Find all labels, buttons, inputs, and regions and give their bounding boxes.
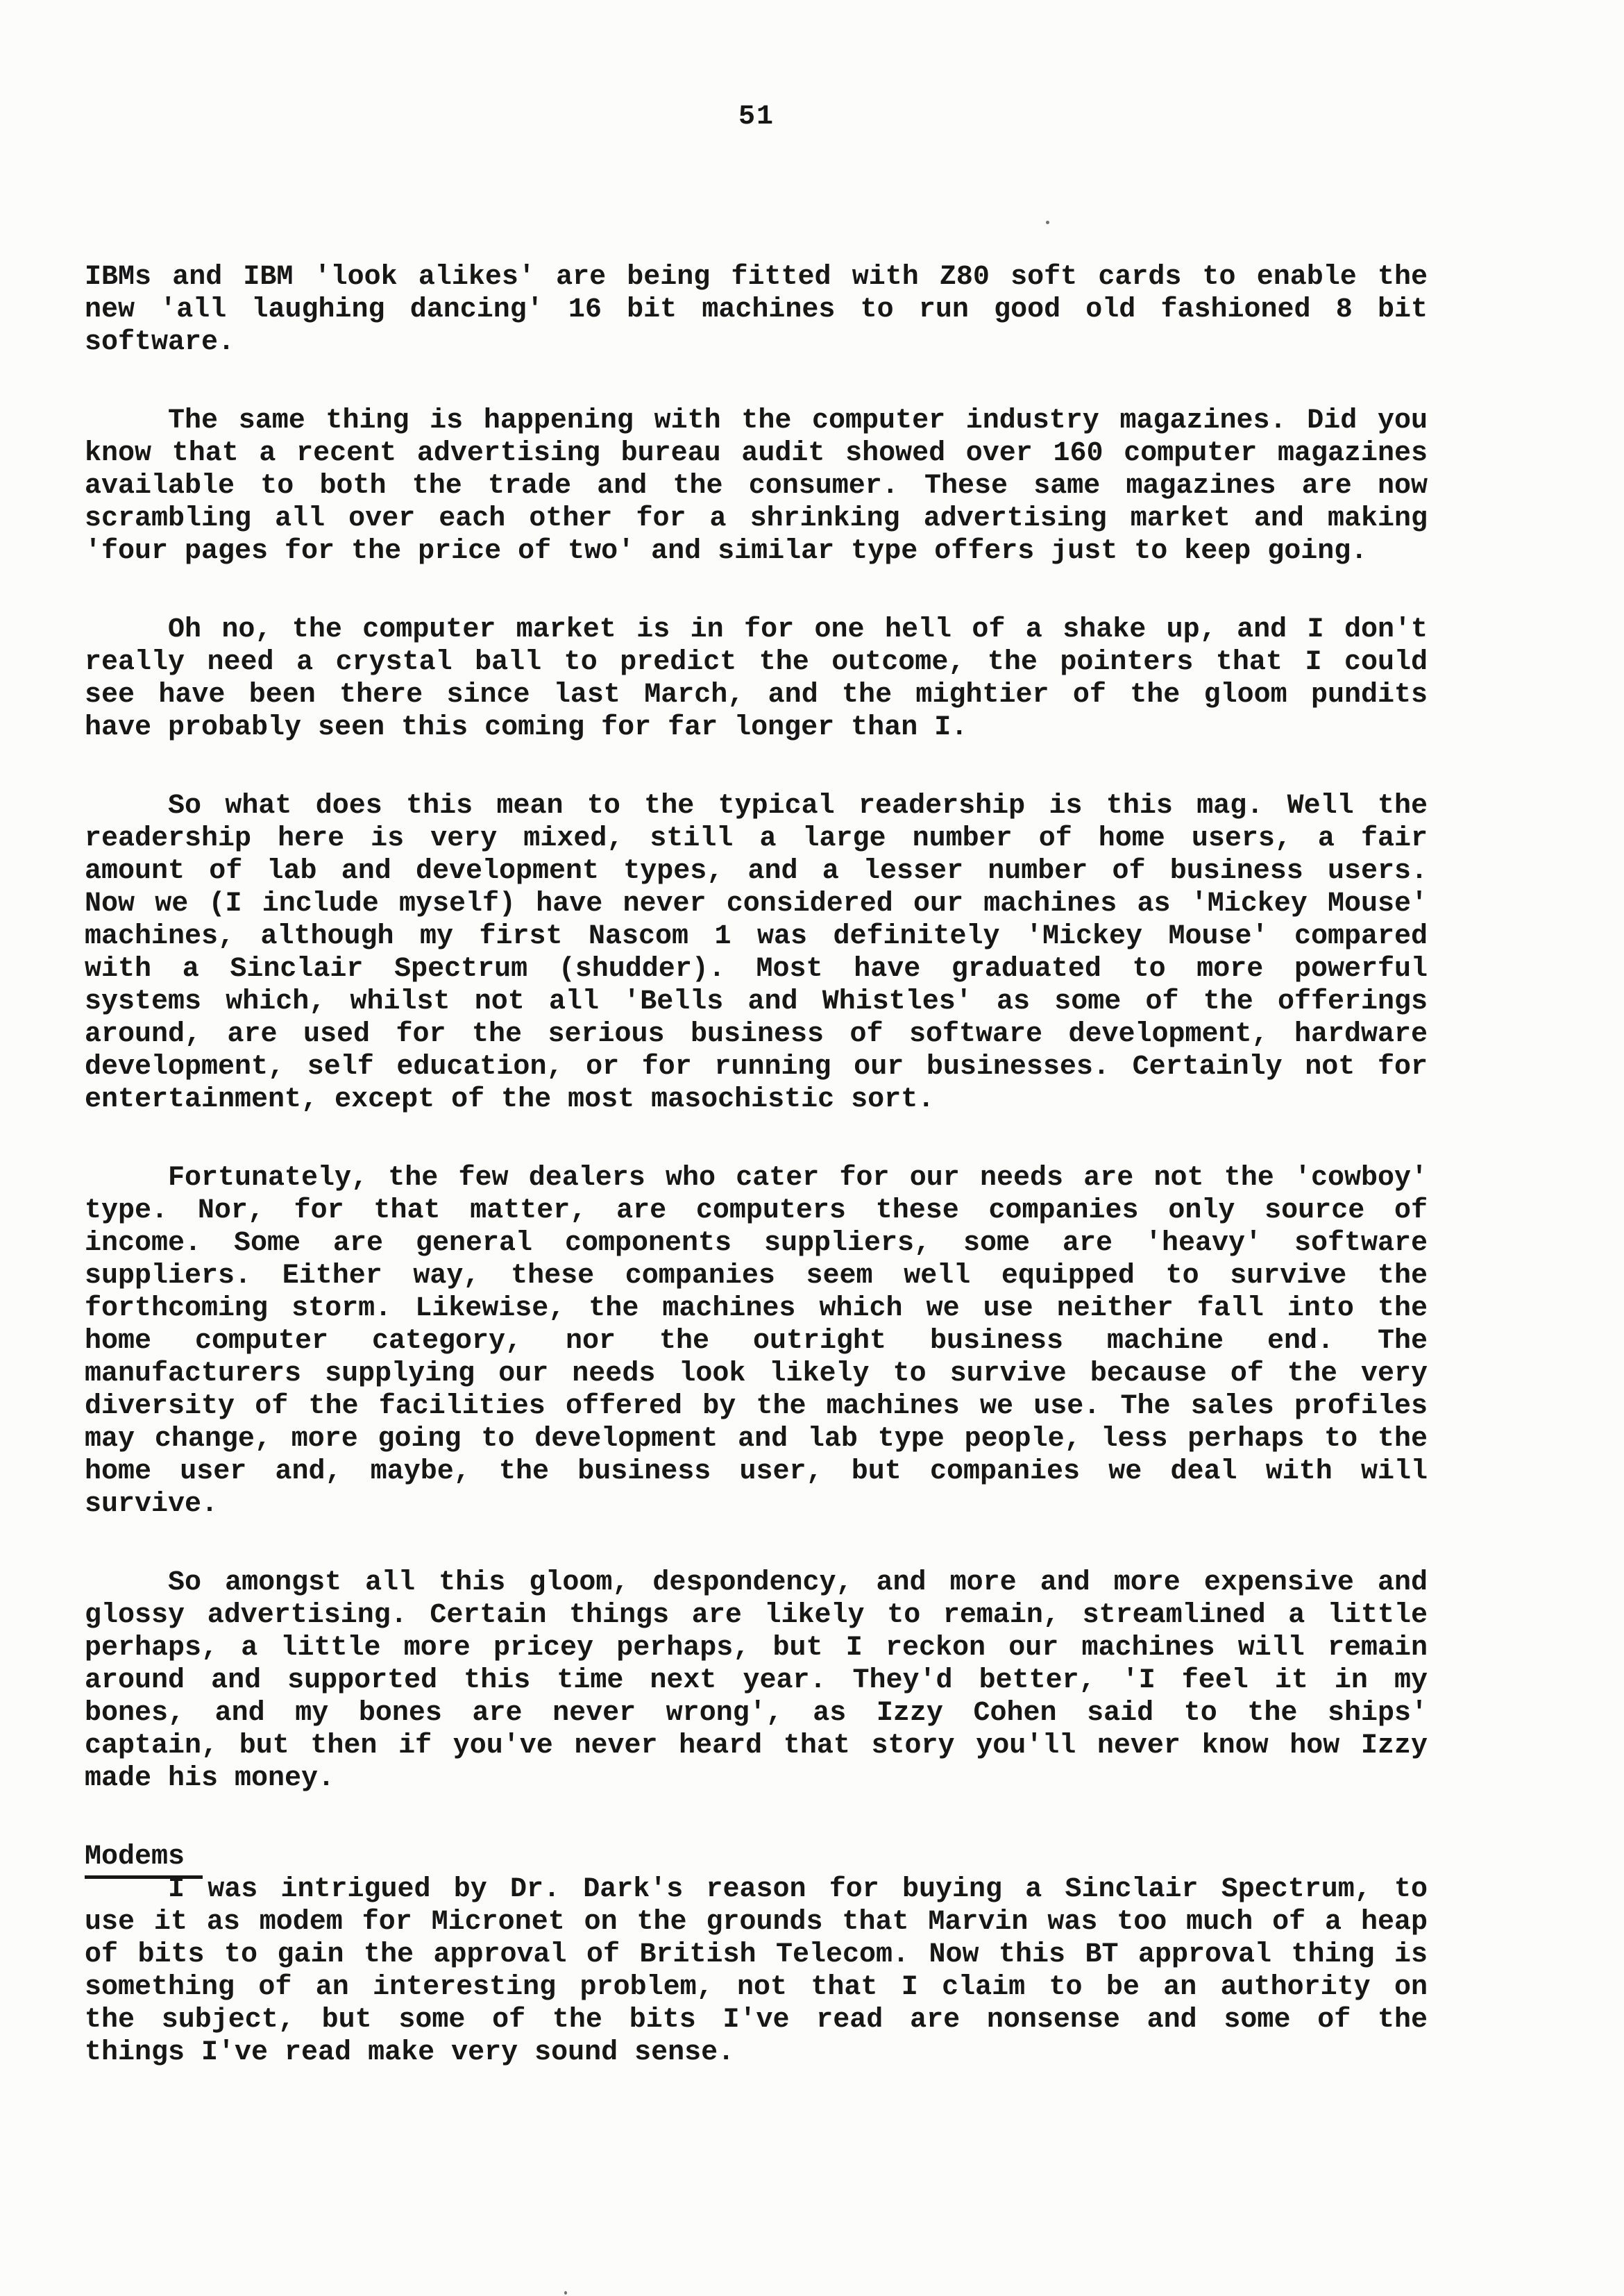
text-line: captain, but then if you've never heard that story you'll never know how Izzy	[85, 1730, 1428, 1762]
text-line: see have been there since last March, and the mightier of the gloom pundits	[85, 679, 1428, 711]
section-heading	[85, 1841, 1428, 1873]
text-line: things I've read make very sound sense.	[85, 2037, 735, 2068]
text-line: IBMs and IBM 'look alikes' are being fitted with Z80 soft cards to enable the	[85, 262, 1428, 293]
text-line: use it as modem for Micronet on the grounds that Marvin was too much of a heap	[85, 1907, 1428, 1938]
text-line: perhaps, a little more pricey perhaps, but I reckon our machines will remain	[85, 1632, 1428, 1664]
paragraph	[85, 1162, 1428, 1521]
text-line: suppliers. Either way, these companies seem well equipped to survive the	[85, 1260, 1428, 1292]
text-line: around and supported this time next year. They'd better, 'I feel it in my	[85, 1665, 1428, 1696]
scan-speck	[1046, 221, 1049, 224]
document-body	[85, 261, 1428, 2069]
text-line: diversity of the facilities offered by the machines we use. The sales profiles	[85, 1391, 1428, 1422]
text-line: home user and, maybe, the business user, but companies we deal with will	[85, 1456, 1428, 1487]
text-line: readership here is very mixed, still a large number of home users, a fair	[85, 823, 1428, 854]
text-line: may change, more going to development and lab type people, less perhaps to the	[85, 1424, 1428, 1455]
text-line: The same thing is happening with the computer industry magazines. Did you	[168, 405, 1428, 437]
paragraph	[85, 405, 1428, 568]
text-line: scrambling all over each other for a shrinking advertising market and making	[85, 503, 1428, 534]
text-line: software.	[85, 327, 235, 358]
paragraph	[85, 261, 1428, 359]
page-number: 51	[738, 101, 775, 133]
text-line: know that a recent advertising bureau audit showed over 160 computer magazines	[85, 438, 1428, 469]
scan-speck	[564, 2291, 567, 2295]
text-line: income. Some are general components suppliers, some are 'heavy' software	[85, 1228, 1428, 1259]
text-line: something of an interesting problem, not that I claim to be an authority on	[85, 1972, 1428, 2003]
section-heading-text: Modems	[85, 1841, 203, 1879]
text-line: with a Sinclair Spectrum (shudder). Most have graduated to more powerful	[85, 954, 1428, 985]
text-line: bones, and my bones are never wrong', as Izzy Cohen said to the ships'	[85, 1698, 1428, 1729]
paragraph	[85, 1567, 1428, 1795]
text-line: So what does this mean to the typical readership is this mag. Well the	[168, 791, 1428, 822]
text-line: Now we (I include myself) have never considered our machines as 'Mickey Mouse'	[85, 888, 1428, 920]
text-line: I was intrigued by Dr. Dark's reason for buying a Sinclair Spectrum, to	[168, 1874, 1428, 1905]
text-line: have probably seen this coming for far longer than I.	[85, 712, 968, 743]
text-line: Oh no, the computer market is in for one hell of a shake up, and I don't	[168, 614, 1428, 645]
paragraph	[85, 614, 1428, 744]
text-line: systems which, whilst not all 'Bells and Whistles' as some of the offerings	[85, 986, 1428, 1018]
text-line: made his money.	[85, 1763, 335, 1794]
text-line: survive.	[85, 1489, 219, 1520]
text-line: available to both the trade and the consumer. These same magazines are now	[85, 471, 1428, 502]
text-line: 'four pages for the price of two' and similar type offers just to keep going.	[85, 536, 1368, 567]
text-line: manufacturers supplying our needs look likely to survive because of the very	[85, 1358, 1428, 1390]
text-line: new 'all laughing dancing' 16 bit machines to run good old fashioned 8 bit	[85, 294, 1428, 326]
text-line: development, self education, or for running our businesses. Certainly not for	[85, 1052, 1428, 1083]
text-line: entertainment, except of the most masochistic sort.	[85, 1084, 935, 1115]
text-line: So amongst all this gloom, despondency, and more and more expensive and	[168, 1567, 1428, 1598]
text-line: forthcoming storm. Likewise, the machines which we use neither fall into the	[85, 1293, 1428, 1324]
paragraph	[85, 790, 1428, 1116]
text-line: around, are used for the serious business of software development, hardware	[85, 1019, 1428, 1050]
text-line: machines, although my first Nascom 1 was definitely 'Mickey Mouse' compared	[85, 921, 1428, 952]
text-line: the subject, but some of the bits I've read are nonsense and some of the	[85, 2004, 1428, 2036]
text-line: Fortunately, the few dealers who cater for our needs are not the 'cowboy'	[168, 1163, 1428, 1194]
text-line: amount of lab and development types, and a lesser number of business users.	[85, 856, 1428, 887]
text-line: of bits to gain the approval of British Telecom. Now this BT approval thing is	[85, 1939, 1428, 1970]
text-line: glossy advertising. Certain things are likely to remain, streamlined a little	[85, 1600, 1428, 1631]
text-line: type. Nor, for that matter, are computers these companies only source of	[85, 1195, 1428, 1226]
text-line: home computer category, nor the outright business machine end. The	[85, 1326, 1428, 1357]
paragraph	[85, 1873, 1428, 2069]
text-line: really need a crystal ball to predict the outcome, the pointers that I could	[85, 647, 1428, 678]
